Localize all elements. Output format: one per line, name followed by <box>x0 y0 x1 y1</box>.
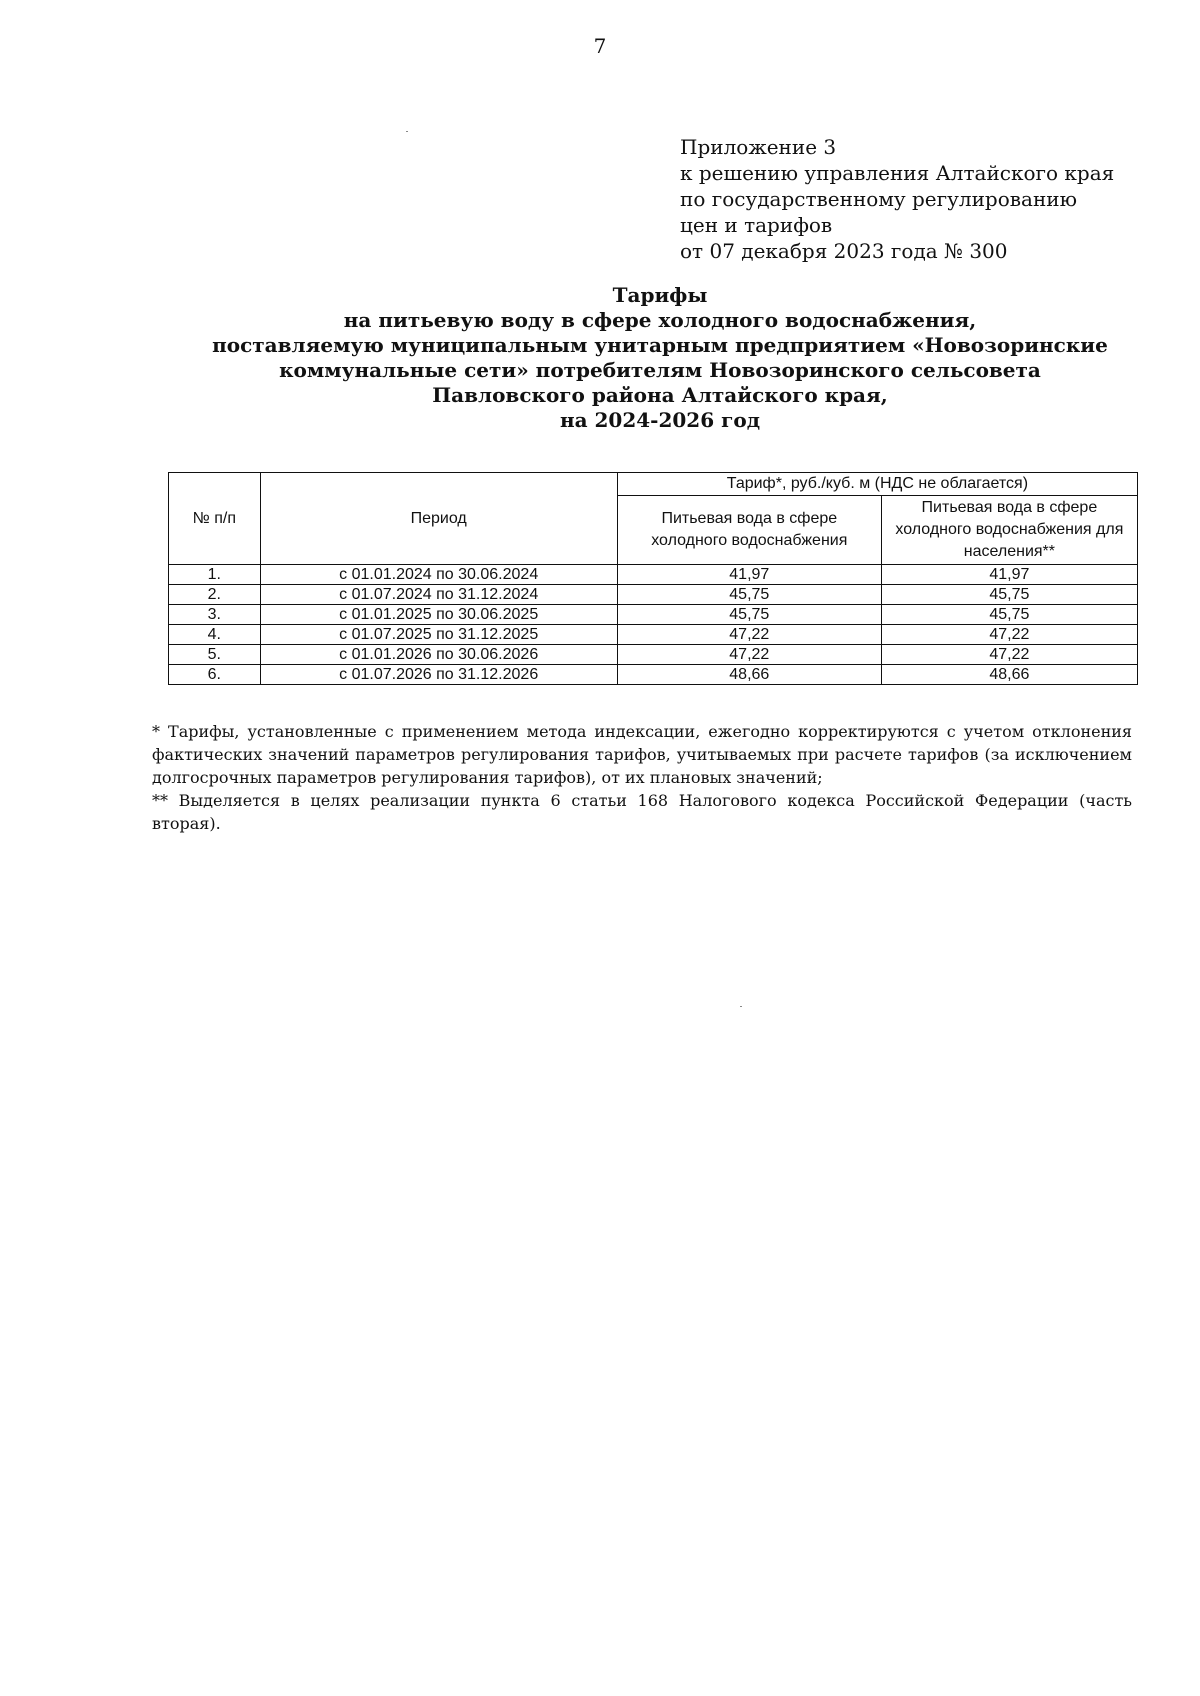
page-number: 7 <box>593 34 607 58</box>
title-line: поставляемую муниципальным унитарным предприятием «Новозоринские <box>212 333 1108 357</box>
header-tariff-group: Тариф*, руб./куб. м (НДС не облагается) <box>617 473 1137 496</box>
row-tariff-a: 47,22 <box>617 625 881 645</box>
header-drinking-water-population: Питьевая вода в сфере холодного водоснабжения для населения** <box>881 496 1137 565</box>
row-period: с 01.07.2026 по 31.12.2026 <box>260 665 617 685</box>
row-num: 3. <box>169 605 261 625</box>
header-drinking-water: Питьевая вода в сфере холодного водоснабжения <box>617 496 881 565</box>
row-tariff-a: 41,97 <box>617 565 881 585</box>
row-period: с 01.01.2026 по 30.06.2026 <box>260 645 617 665</box>
appendix-line: Приложение 3 <box>680 135 837 159</box>
row-num: 5. <box>169 645 261 665</box>
header-num: № п/п <box>169 473 261 565</box>
scan-speck <box>740 1006 742 1007</box>
row-period: с 01.07.2025 по 31.12.2025 <box>260 625 617 645</box>
appendix-reference <box>680 134 1150 264</box>
title-line: коммунальные сети» потребителям Новозоринского сельсовета <box>279 358 1041 382</box>
row-tariff-b: 47,22 <box>881 625 1137 645</box>
title-line: на 2024-2026 год <box>559 408 761 432</box>
footnote-vat: ** Выделяется в целях реализации пункта 6 статьи 168 Налогового кодекса Российской Федерации (часть вторая). <box>152 791 1132 833</box>
appendix-line: по государственному регулированию <box>680 187 1078 211</box>
row-period: с 01.07.2024 по 31.12.2024 <box>260 585 617 605</box>
table-row <box>169 585 1138 605</box>
footnote-indexation: * Тарифы, установленные с применением метода индексации, ежегодно корректируются с учетом отклонения фактических значений параметров регулирования тарифов, учитываемых при расчете тарифов (за исключением долгосрочных параметров регулирования тарифов), от их плановых значений; <box>152 722 1132 787</box>
row-tariff-a: 45,75 <box>617 585 881 605</box>
row-tariff-a: 48,66 <box>617 665 881 685</box>
title-line: Тарифы <box>612 283 708 307</box>
row-num: 4. <box>169 625 261 645</box>
row-num: 1. <box>169 565 261 585</box>
row-tariff-b: 47,22 <box>881 645 1137 665</box>
appendix-line: цен и тарифов <box>680 213 833 237</box>
row-tariff-b: 48,66 <box>881 665 1137 685</box>
table-row <box>169 565 1138 585</box>
row-period: с 01.01.2024 по 30.06.2024 <box>260 565 617 585</box>
row-tariff-a: 45,75 <box>617 605 881 625</box>
row-period: с 01.01.2025 по 30.06.2025 <box>260 605 617 625</box>
row-tariff-a: 47,22 <box>617 645 881 665</box>
tariff-table <box>168 472 1138 685</box>
appendix-line: от 07 декабря 2023 года № 300 <box>680 239 1008 263</box>
table-row <box>169 645 1138 665</box>
row-tariff-b: 45,75 <box>881 605 1137 625</box>
footnotes <box>152 720 1132 835</box>
table-row <box>169 665 1138 685</box>
title-line: Павловского района Алтайского края, <box>432 383 888 407</box>
header-period: Период <box>260 473 617 565</box>
document-title <box>130 283 1190 433</box>
row-num: 6. <box>169 665 261 685</box>
row-tariff-b: 41,97 <box>881 565 1137 585</box>
table-row <box>169 605 1138 625</box>
appendix-line: к решению управления Алтайского края <box>680 161 1115 185</box>
table-row <box>169 625 1138 645</box>
row-num: 2. <box>169 585 261 605</box>
title-line: на питьевую воду в сфере холодного водоснабжения, <box>343 308 977 332</box>
row-tariff-b: 45,75 <box>881 585 1137 605</box>
scan-speck <box>406 131 408 132</box>
